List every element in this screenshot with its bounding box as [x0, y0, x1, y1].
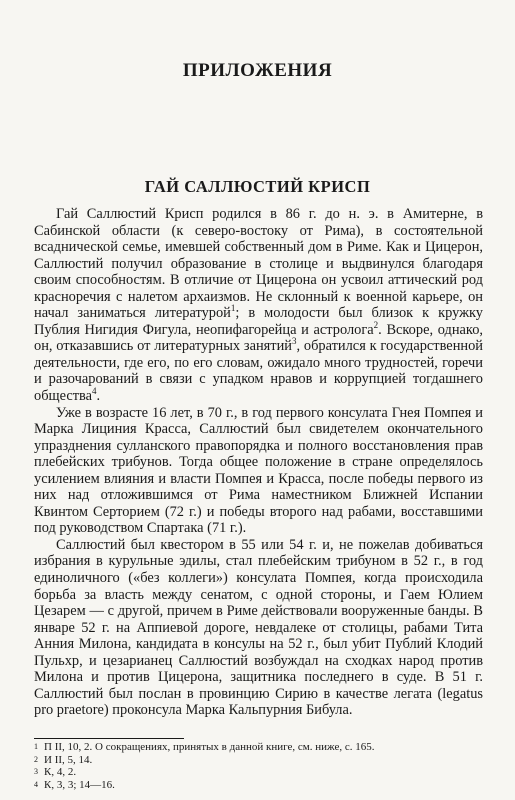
paragraph-2: Уже в возрасте 16 лет, в 70 г., в год первого консулата Гнея Помпея и Марка Лициния Красса, Саллюстий был свидетелем окончательного упразднения сулланского правопорядка и полного восстановления прав плебейских трибунов. Тогда общее положение в стране определялось усилением влияния и власти Помпея и Красса, после победы первого из них над отложившимся от Рима наместником Ближней Испании Квинтом Серторием (72 г.) и победы второго над рабами, восставшими под руководством Спартака (71 г.). — [34, 404, 483, 537]
paragraph-3: Саллюстий был квестором в 55 или 54 г. и, не пожелав добиваться избрания в курульные эдилы, стал плебейским трибуном в 52 г., в год единоличного («без коллеги») консулата Помпея, когда происходила борьба за власть между сенатом, с одной стороны, и Гаем Юлием Цезарем — с другой, причем в Риме действовали вооруженные банды. В январе 52 г. на Аппиевой дороге, невдалеке от столицы, рабами Тита Анния Милона, кандидата в консулы на 52 г., был убит Публий Клодий Пульхр, и цезарианец Саллюстий возбуждал на сходках народ против Милона и против Цицерона, защитника последнего в суде. В 51 г. Саллюстий был послан в провинцию Сирию в качестве легата (legatus pro praetore) проконсула Марка Кальпурния Бибула. — [34, 536, 483, 719]
paragraph-1-text-e: . — [96, 388, 101, 405]
paragraph-1-text-d: , обратился к государственной деятельности, где его, по его словам, ожидало много трудностей, горечи и разочарований в связи с упадком нравов и коррупцией тогдашнего общества — [34, 338, 483, 405]
paragraph-1-text-c: . Вскоре, однако, он, отказавшись от литературных занятий — [34, 321, 483, 355]
footnote-2 — [34, 754, 483, 767]
footnote-number: 2 — [34, 754, 38, 764]
chapter-title: ГАЙ САЛЛЮСТИЙ КРИСП — [144, 177, 371, 196]
footnote-ref-3: 3 — [292, 336, 297, 347]
footnote-4 — [34, 779, 483, 792]
footnote-text: К, 3, 3; 14—16. — [44, 778, 115, 791]
footnote-ref-2: 2 — [373, 320, 379, 331]
paragraph-1 — [34, 206, 483, 405]
paragraph-1-text-b: ; в молодости был близок к кружку Публия Нигидия Фигула, неопифагорейца и астролога — [34, 305, 484, 338]
paragraph-1-text-a: Гай Саллюстий Крисп родился в 86 г. до н. э. в Амитерне, в Сабинской области (к северо-востоку от Рима), в состоятельной всаднической семье, имевшей собственный дом в Риме. Как и Цицерон, Саллюстий получил образование в столице и выдвинулся благодаря своим способностям. В отличие от Цицерона он усвоил аттический род красноречия с налетом архаизмов. Не склонный к военной карьере, он начал заниматься литературой — [34, 206, 483, 322]
footnote-divider — [34, 738, 184, 739]
footnote-number: 1 — [34, 742, 38, 751]
footnote-ref-4: 4 — [92, 386, 97, 397]
footnote-text: П II, 10, 2. О сокращениях, принятых в данной книге, см. ниже, с. 165. — [44, 741, 375, 753]
footnote-ref-1: 1 — [230, 303, 236, 314]
footnote-number: 4 — [34, 779, 38, 789]
footnote-number: 3 — [34, 767, 38, 776]
footnote-text: И II, 5, 14. — [44, 753, 93, 766]
body-text — [34, 206, 483, 719]
footnotes — [34, 741, 483, 791]
footnote-3 — [34, 766, 483, 779]
footnote-text: К, 4, 2. — [44, 766, 77, 778]
footnote-1 — [34, 741, 483, 754]
section-title: ПРИЛОЖЕНИЯ — [182, 60, 333, 81]
